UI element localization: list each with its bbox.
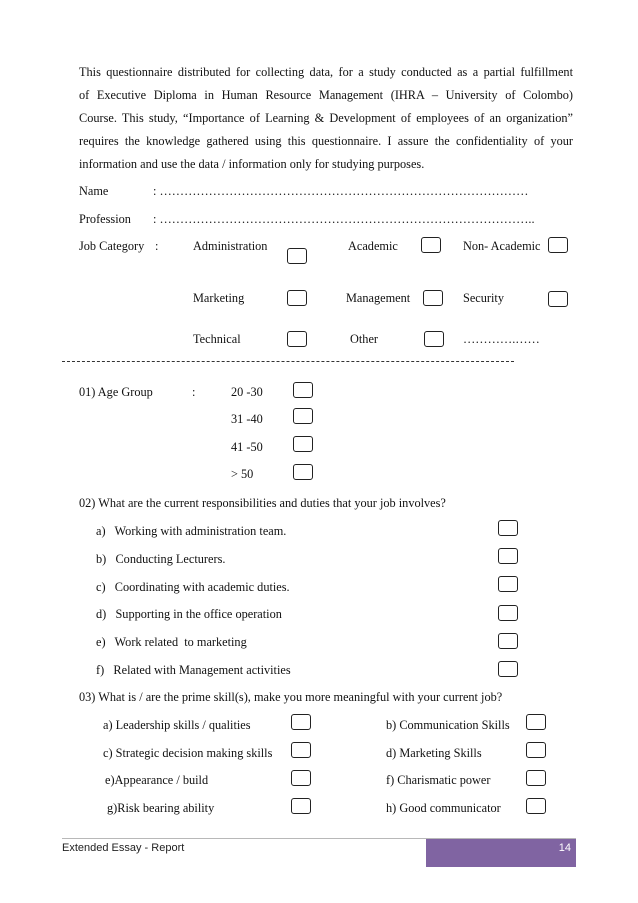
job-option-administration: Administration: [193, 239, 268, 253]
job-category-colon: :: [155, 239, 159, 253]
q1-label: 01) Age Group: [79, 385, 153, 399]
intro-paragraph: [79, 61, 573, 175]
q3-option-g: g)Risk bearing ability: [107, 801, 215, 815]
q2-option-c: c) Coordinating with academic duties.: [96, 580, 290, 594]
q2-option-b: b) Conducting Lecturers.: [96, 552, 226, 566]
q3-question: 03) What is / are the prime skill(s), make you more meaningful with your current job?: [79, 690, 503, 704]
q2-d-checkbox[interactable]: [498, 605, 518, 621]
age-over-50-checkbox[interactable]: [293, 464, 313, 480]
page-number: 14: [558, 842, 571, 854]
q2-a-checkbox[interactable]: [498, 520, 518, 536]
marketing-checkbox[interactable]: [287, 290, 307, 306]
administration-checkbox[interactable]: [287, 248, 307, 264]
management-checkbox[interactable]: [423, 290, 443, 306]
q2-b-checkbox[interactable]: [498, 548, 518, 564]
age-option-20-30: 20 -30: [231, 385, 263, 399]
job-option-other: Other: [350, 332, 378, 346]
q2-question: 02) What are the current responsibilities and duties that your job involves?: [79, 496, 446, 510]
technical-checkbox[interactable]: [287, 331, 307, 347]
intro-line: of Executive Diploma in Human Resource Management (IHRA – University of Colombo): [79, 87, 573, 102]
academic-checkbox[interactable]: [421, 237, 441, 253]
name-label: Name: [79, 184, 109, 198]
q2-option-f: f) Related with Management activities: [96, 663, 291, 677]
q3-d-checkbox[interactable]: [526, 742, 546, 758]
name-field[interactable]: : ………………………………………………………………………………: [153, 184, 529, 198]
q3-option-c: c) Strategic decision making skills: [103, 746, 273, 760]
age-option-over-50: > 50: [231, 467, 254, 481]
profession-field[interactable]: : ………………………………………………………………………………..: [153, 212, 535, 226]
age-31-40-checkbox[interactable]: [293, 408, 313, 424]
q3-f-checkbox[interactable]: [526, 770, 546, 786]
intro-line: information and use the data / information only for studying purposes.: [79, 156, 425, 171]
q3-option-d: d) Marketing Skills: [386, 746, 482, 760]
other-specify-field[interactable]: ………….……: [463, 332, 540, 346]
age-option-31-40: 31 -40: [231, 412, 263, 426]
profession-label: Profession: [79, 212, 131, 226]
job-option-management: Management: [346, 291, 411, 305]
job-option-security: Security: [463, 291, 504, 305]
q2-option-e: e) Work related to marketing: [96, 635, 247, 649]
job-category-label: Job Category: [79, 239, 145, 253]
q1-colon: :: [192, 385, 196, 399]
q3-e-checkbox[interactable]: [291, 770, 311, 786]
q3-option-e: e)Appearance / build: [105, 773, 209, 787]
q2-e-checkbox[interactable]: [498, 633, 518, 649]
intro-line: requires the knowledge gathered using this questionnaire. I assure the confidentiality of your: [79, 133, 573, 148]
q2-option-a: a) Working with administration team.: [96, 524, 287, 538]
q3-g-checkbox[interactable]: [291, 798, 311, 814]
job-option-academic: Academic: [348, 239, 398, 253]
q3-option-h: h) Good communicator: [386, 801, 501, 815]
intro-line: This questionnaire distributed for collecting data, for a study conducted as a partial fulfillment: [79, 65, 573, 79]
job-option-non-academic: Non- Academic: [463, 239, 541, 253]
q3-c-checkbox[interactable]: [291, 742, 311, 758]
age-41-50-checkbox[interactable]: [293, 436, 313, 452]
section-divider: [62, 361, 514, 362]
q2-f-checkbox[interactable]: [498, 661, 518, 677]
q3-h-checkbox[interactable]: [526, 798, 546, 814]
q3-option-a: a) Leadership skills / qualities: [103, 718, 251, 732]
footer-title: Extended Essay - Report: [62, 842, 185, 854]
footer-page-bar: [426, 839, 576, 867]
q2-c-checkbox[interactable]: [498, 576, 518, 592]
security-checkbox[interactable]: [548, 291, 568, 307]
other-checkbox[interactable]: [424, 331, 444, 347]
age-20-30-checkbox[interactable]: [293, 382, 313, 398]
q3-a-checkbox[interactable]: [291, 714, 311, 730]
job-option-marketing: Marketing: [193, 291, 245, 305]
q2-option-d: d) Supporting in the office operation: [96, 607, 282, 621]
job-option-technical: Technical: [193, 332, 241, 346]
non-academic-checkbox[interactable]: [548, 237, 568, 253]
age-option-41-50: 41 -50: [231, 440, 263, 454]
q3-option-f: f) Charismatic power: [386, 773, 491, 787]
q3-option-b: b) Communication Skills: [386, 718, 510, 732]
q3-b-checkbox[interactable]: [526, 714, 546, 730]
intro-line: Course. This study, “Importance of Learning & Development of employees of an organization”: [79, 110, 573, 125]
